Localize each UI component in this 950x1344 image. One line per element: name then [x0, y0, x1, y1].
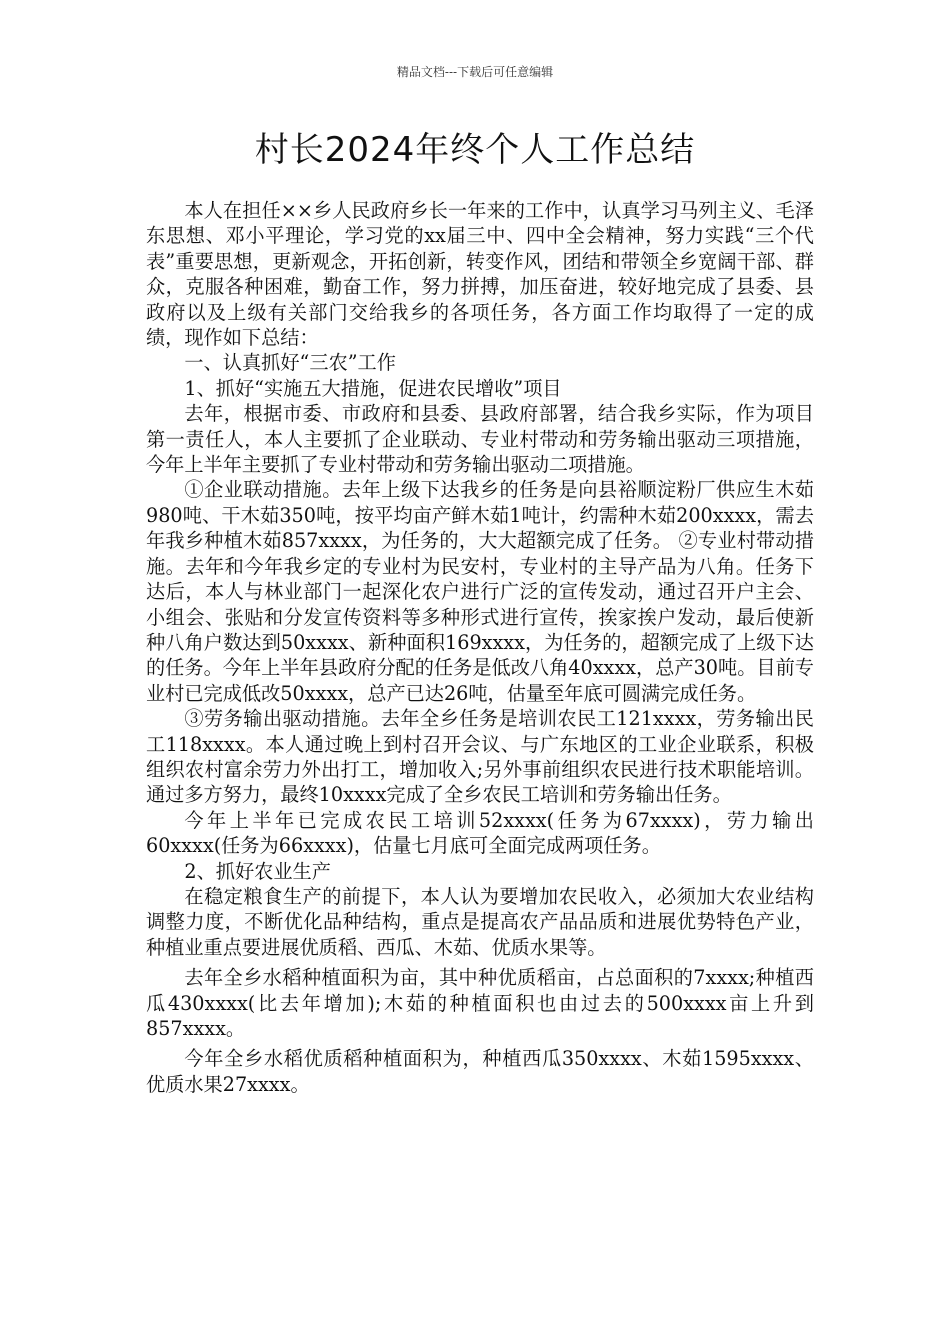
- paragraph: ①企业联动措施。去年上级下达我乡的任务是向县裕顺淀粉厂供应生木茹980吨、干木茹350吨，按平均亩产鲜木茹1吨计，约需种木茹200xxxx，需去年我乡种植木茹857xxxx，为任务的，大大超额完成了任务。 ②专业村带动措施。去年和今年我乡定的专业村为民安村，专业村的主导产品为八角。任务下达后，本人与林业部门一起深化农户进行广泛的宣传发动，通过召开户主会、小组会、张贴和分发宣传资料等多种形式进行宣传，挨家挨户发动，最后使新种八角户数达到50xxxx、新种面积169xxxx，为任务的，超额完成了上级下达的任务。今年上半年县政府分配的任务是低改八角40xxxx，总产30吨。目前专业村已完成低改50xxxx，总产已达26吨，估量至年底可圆满完成任务。: [146, 478, 814, 705]
- subsection-heading-1: 1、抓好“实施五大措施，促进农民增收”项目: [184, 376, 562, 400]
- paragraph: ③劳务输出驱动措施。去年全乡任务是培训农民工121xxxx，劳务输出民工118xxxx。本人通过晚上到村召开会议、与广东地区的工业企业联系，积极组织农村富余劳力外出打工，增加收入;另外事前组织农民进行技术职能培训。通过多方努力，最终10xxxx完成了全乡农民工培训和劳务输出任务。: [146, 707, 814, 807]
- paragraph: 去年全乡水稻种植面积为亩，其中种优质稻亩，占总面积的7xxxx;种植西瓜430xxxx(比去年增加);木茹的种植面积也由过去的500xxxx亩上升到857xxxx。: [146, 966, 814, 1040]
- paragraph-intro: 本人在担任××乡人民政府乡长一年来的工作中，认真学习马列主义、毛泽东思想、邓小平理论，学习党的xx届三中、四中全会精神，努力实践“三个代表”重要思想，更新观念，开拓创新，转变作风，团结和带领全乡宽阔干部、群众，克服各种困难，勤奋工作，努力拼搏，加压奋进，较好地完成了县委、县政府以及上级有关部门交给我乡的各项任务，各方面工作均取得了一定的成绩，现作如下总结：: [146, 199, 814, 350]
- paragraph: 今年上半年已完成农民工培训52xxxx(任务为67xxxx)，劳力输出60xxxx(任务为66xxxx)，估量七月底可全面完成两项任务。: [146, 808, 814, 858]
- section-heading-1: 一、认真抓好“三农”工作: [184, 351, 396, 375]
- document-body: [146, 198, 814, 1097]
- subsection-heading-2: 2、抓好农业生产: [184, 859, 331, 883]
- paragraph: 今年全乡水稻优质稻种植面积为，种植西瓜350xxxx、木茹1595xxxx、优质水果27xxxx。: [146, 1047, 814, 1096]
- document-title: 村长2024年终个人工作总结: [254, 130, 696, 170]
- header-note: 精品文档---下载后可任意编辑: [396, 65, 554, 79]
- paragraph: 在稳定粮食生产的前提下，本人认为要增加农民收入，必须加大农业结构调整力度，不断优化品种结构，重点是提高农产品品质和进展优势特色产业，种植业重点要进展优质稻、西瓜、木茹、优质水果等。: [146, 884, 814, 959]
- paragraph: 去年，根据市委、市政府和县委、县政府部署，结合我乡实际，作为项目第一责任人，本人主要抓了企业联动、专业村带动和劳务输出驱动三项措施，今年上半年主要抓了专业村带动和劳务输出驱动二项措施。: [146, 402, 814, 477]
